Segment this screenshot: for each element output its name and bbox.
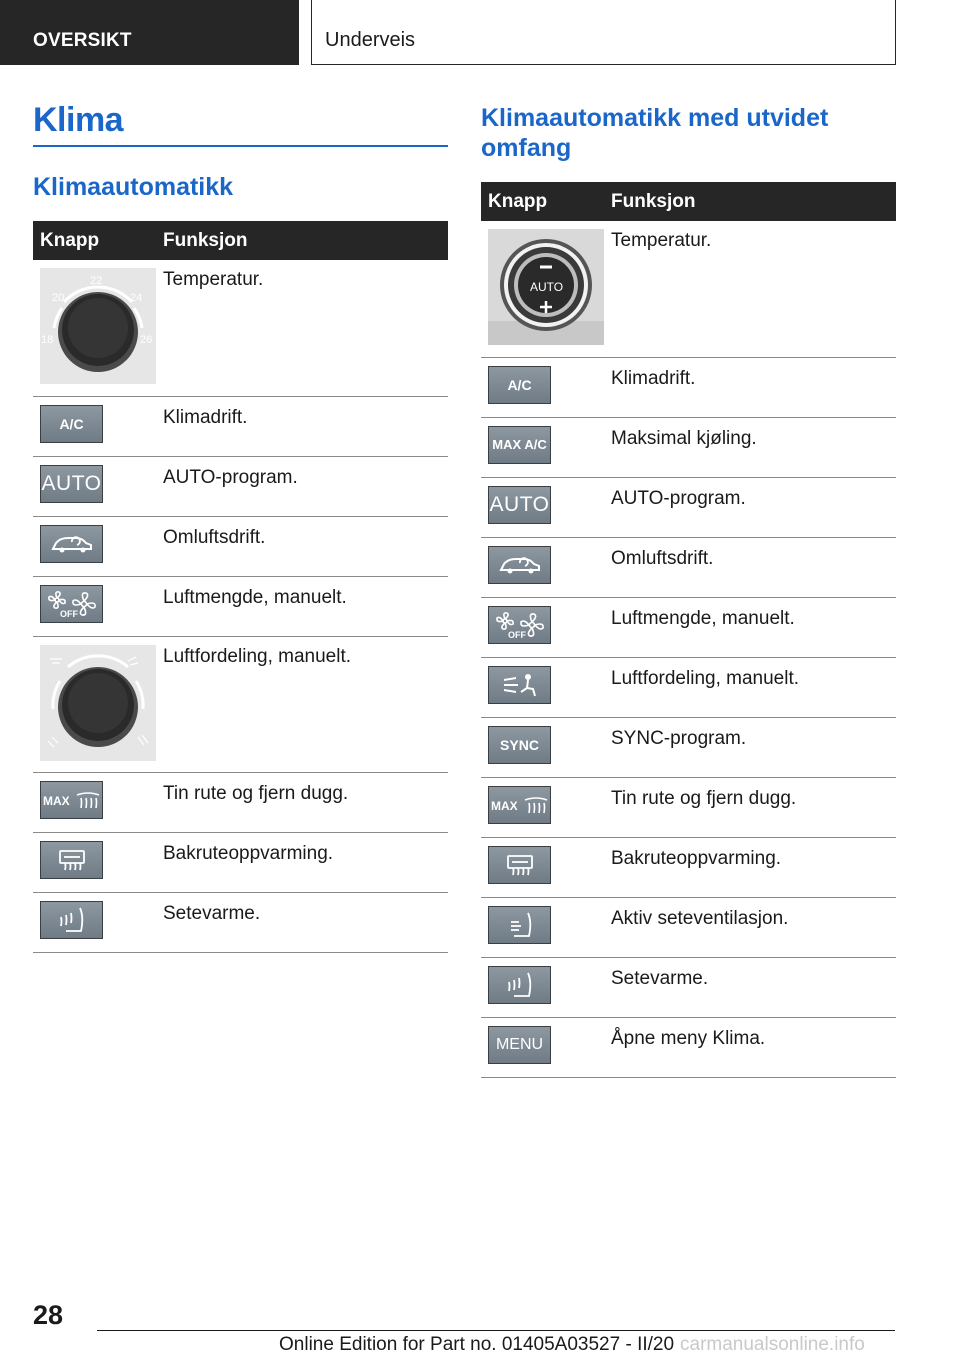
footer-edition: Online Edition for Part no. 01405A03527 - II/20 (279, 1334, 675, 1355)
title-divider (33, 145, 448, 147)
table-row (481, 657, 896, 717)
right-section-heading: Klimaautomatikk med utvidet omfang (481, 104, 829, 162)
table-row (481, 221, 896, 357)
seat-ventilation-button-icon (488, 906, 551, 944)
temperature-knob-icon (40, 268, 156, 384)
temperature-auto-knob-icon (488, 229, 604, 345)
function-text: Bakruteoppvarming. (157, 832, 448, 892)
table-row (481, 897, 896, 957)
knob-label-20: 20 (52, 292, 65, 304)
column-header-function: Funksjon (157, 221, 448, 260)
function-text: Aktiv seteventilasjon. (605, 897, 896, 957)
seat-heating-button-icon (488, 966, 551, 1004)
button-label: OFF (59, 608, 78, 619)
button-label: MAX (42, 793, 70, 808)
function-text: Luftfordeling, manuelt. (157, 636, 448, 772)
function-text: SYNC-program. (605, 717, 896, 777)
auto-button-icon (40, 465, 103, 503)
left-function-table (33, 221, 448, 953)
table-row (33, 396, 448, 456)
function-text: Temperatur. (605, 221, 896, 357)
button-label: A/C (507, 376, 532, 393)
table-row (481, 777, 896, 837)
table-row (481, 597, 896, 657)
button-label: MENU (495, 1035, 544, 1053)
header-chapter-tab (311, 0, 896, 65)
button-label: AUTO (530, 280, 564, 294)
right-function-table (481, 182, 896, 1078)
air-distribution-button-icon (488, 666, 551, 704)
table-row (33, 516, 448, 576)
button-label: MAX (490, 798, 518, 813)
column-header-function: Funksjon (605, 182, 896, 221)
table-header-row (481, 182, 896, 221)
ac-button-icon (488, 366, 551, 404)
button-label: MAX A/C (492, 437, 547, 452)
header-section-label: OVERSIKT (33, 30, 132, 51)
table-row (33, 636, 448, 772)
button-label: AUTO (489, 492, 550, 516)
table-header-row (33, 221, 448, 260)
function-text: Luftmengde, manuelt. (157, 576, 448, 636)
knob-label-22: 22 (90, 275, 103, 287)
button-label: OFF (507, 629, 526, 640)
menu-button-icon (488, 1026, 551, 1064)
function-text: AUTO-program. (605, 477, 896, 537)
table-row (481, 957, 896, 1017)
knob-label-18: 18 (41, 334, 54, 346)
knob-label-24: 24 (130, 292, 143, 304)
table-row (481, 357, 896, 417)
function-text: Omluftsdrift. (605, 537, 896, 597)
function-text: AUTO-program. (157, 456, 448, 516)
table-row (481, 717, 896, 777)
function-text: Omluftsdrift. (157, 516, 448, 576)
function-text: Tin rute og fjern dugg. (157, 772, 448, 832)
rear-window-heating-button-icon (488, 846, 551, 884)
knob-label-26: 26 (140, 334, 153, 346)
function-text: Setevarme. (157, 892, 448, 952)
max-defrost-button-icon (488, 786, 551, 824)
fan-button-icon (40, 585, 103, 623)
table-row (481, 417, 896, 477)
column-header-button: Knapp (33, 221, 157, 260)
auto-button-icon (488, 486, 551, 524)
table-row (481, 837, 896, 897)
function-text: Bakruteoppvarming. (605, 837, 896, 897)
max-defrost-button-icon (40, 781, 103, 819)
button-label: A/C (59, 415, 84, 432)
column-header-button: Knapp (481, 182, 605, 221)
table-row (33, 456, 448, 516)
function-text: Klimadrift. (605, 357, 896, 417)
ac-button-icon (40, 405, 103, 443)
function-text: Åpne meny Klima. (605, 1017, 896, 1077)
function-text: Luftfordeling, manuelt. (605, 657, 896, 717)
recirculation-button-icon (40, 525, 103, 563)
function-text: Klimadrift. (157, 396, 448, 456)
header-chapter-label: Underveis (325, 29, 416, 51)
function-text: Temperatur. (157, 260, 448, 396)
footer-watermark: carmanualsonline.info (680, 1334, 865, 1355)
function-text: Tin rute og fjern dugg. (605, 777, 896, 837)
function-text: Luftmengde, manuelt. (605, 597, 896, 657)
table-row (33, 576, 448, 636)
table-row (33, 260, 448, 396)
table-row (481, 1017, 896, 1077)
rear-window-heating-button-icon (40, 841, 103, 879)
air-distribution-knob-icon (40, 645, 156, 761)
table-row (33, 772, 448, 832)
button-label: AUTO (41, 471, 102, 495)
page-title: Klima (33, 101, 124, 139)
button-label: SYNC (500, 736, 539, 753)
footer-divider (97, 1330, 895, 1331)
page-number: 28 (33, 1300, 64, 1330)
max-ac-button-icon (488, 426, 551, 464)
table-row (33, 892, 448, 952)
sync-button-icon (488, 726, 551, 764)
fan-button-icon (488, 606, 551, 644)
function-text: Maksimal kjøling. (605, 417, 896, 477)
table-row (33, 832, 448, 892)
table-row (481, 477, 896, 537)
recirculation-button-icon (488, 546, 551, 584)
left-section-heading: Klimaautomatikk (33, 173, 234, 201)
seat-heating-button-icon (40, 901, 103, 939)
function-text: Setevarme. (605, 957, 896, 1017)
header-section-tab (0, 0, 299, 65)
table-row (481, 537, 896, 597)
